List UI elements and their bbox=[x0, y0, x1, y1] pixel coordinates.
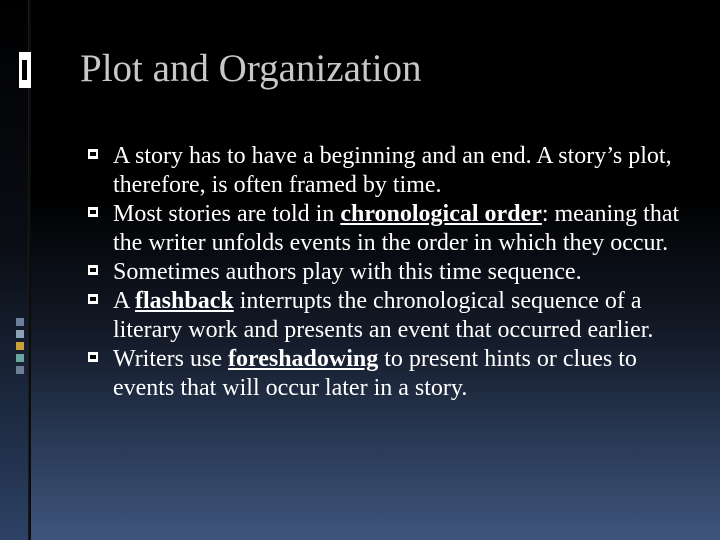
bullet-text: Sometimes authors play with this time sequence. bbox=[113, 259, 582, 285]
bullet-text-after: : meaning that the writer unfolds events in the order in which they occur. bbox=[113, 201, 680, 256]
bullet-list bbox=[88, 142, 688, 403]
bullet-item bbox=[88, 287, 688, 345]
stripe-3 bbox=[16, 342, 24, 350]
key-term-flashback: flashback bbox=[135, 288, 234, 314]
bullet-text-before: Most stories are told in bbox=[113, 201, 341, 227]
key-term-chronological-order: chronological order bbox=[340, 201, 542, 227]
stripe-5 bbox=[16, 366, 24, 374]
bullet-item bbox=[88, 345, 688, 403]
bullet-text-after: interrupts the chronological sequence of a literary work and presents an event that occurred earlier. bbox=[113, 288, 654, 343]
color-stripes-decoration bbox=[16, 318, 24, 378]
stripe-1 bbox=[16, 318, 24, 326]
slide-title: Plot and Organization bbox=[80, 47, 422, 90]
key-term-foreshadowing: foreshadowing bbox=[228, 346, 379, 372]
bullet-item bbox=[88, 200, 688, 258]
bullet-text-before: Writers use bbox=[113, 346, 228, 372]
square-bullet-icon bbox=[88, 149, 98, 159]
square-bullet-icon bbox=[88, 265, 98, 275]
bullet-text-before: A bbox=[113, 288, 136, 314]
bullet-text: A story has to have a beginning and an end. A story’s plot, therefore, is often framed by time. bbox=[113, 143, 672, 198]
bullet-item bbox=[88, 258, 688, 287]
stripe-2 bbox=[16, 330, 24, 338]
stripe-4 bbox=[16, 354, 24, 362]
bullet-item bbox=[88, 142, 688, 200]
square-bullet-icon bbox=[88, 294, 98, 304]
title-accent-block bbox=[19, 52, 31, 88]
square-bullet-icon bbox=[88, 352, 98, 362]
square-bullet-icon bbox=[88, 207, 98, 217]
bullet-text-after: to present hints or clues to events that will occur later in a story. bbox=[113, 346, 637, 401]
